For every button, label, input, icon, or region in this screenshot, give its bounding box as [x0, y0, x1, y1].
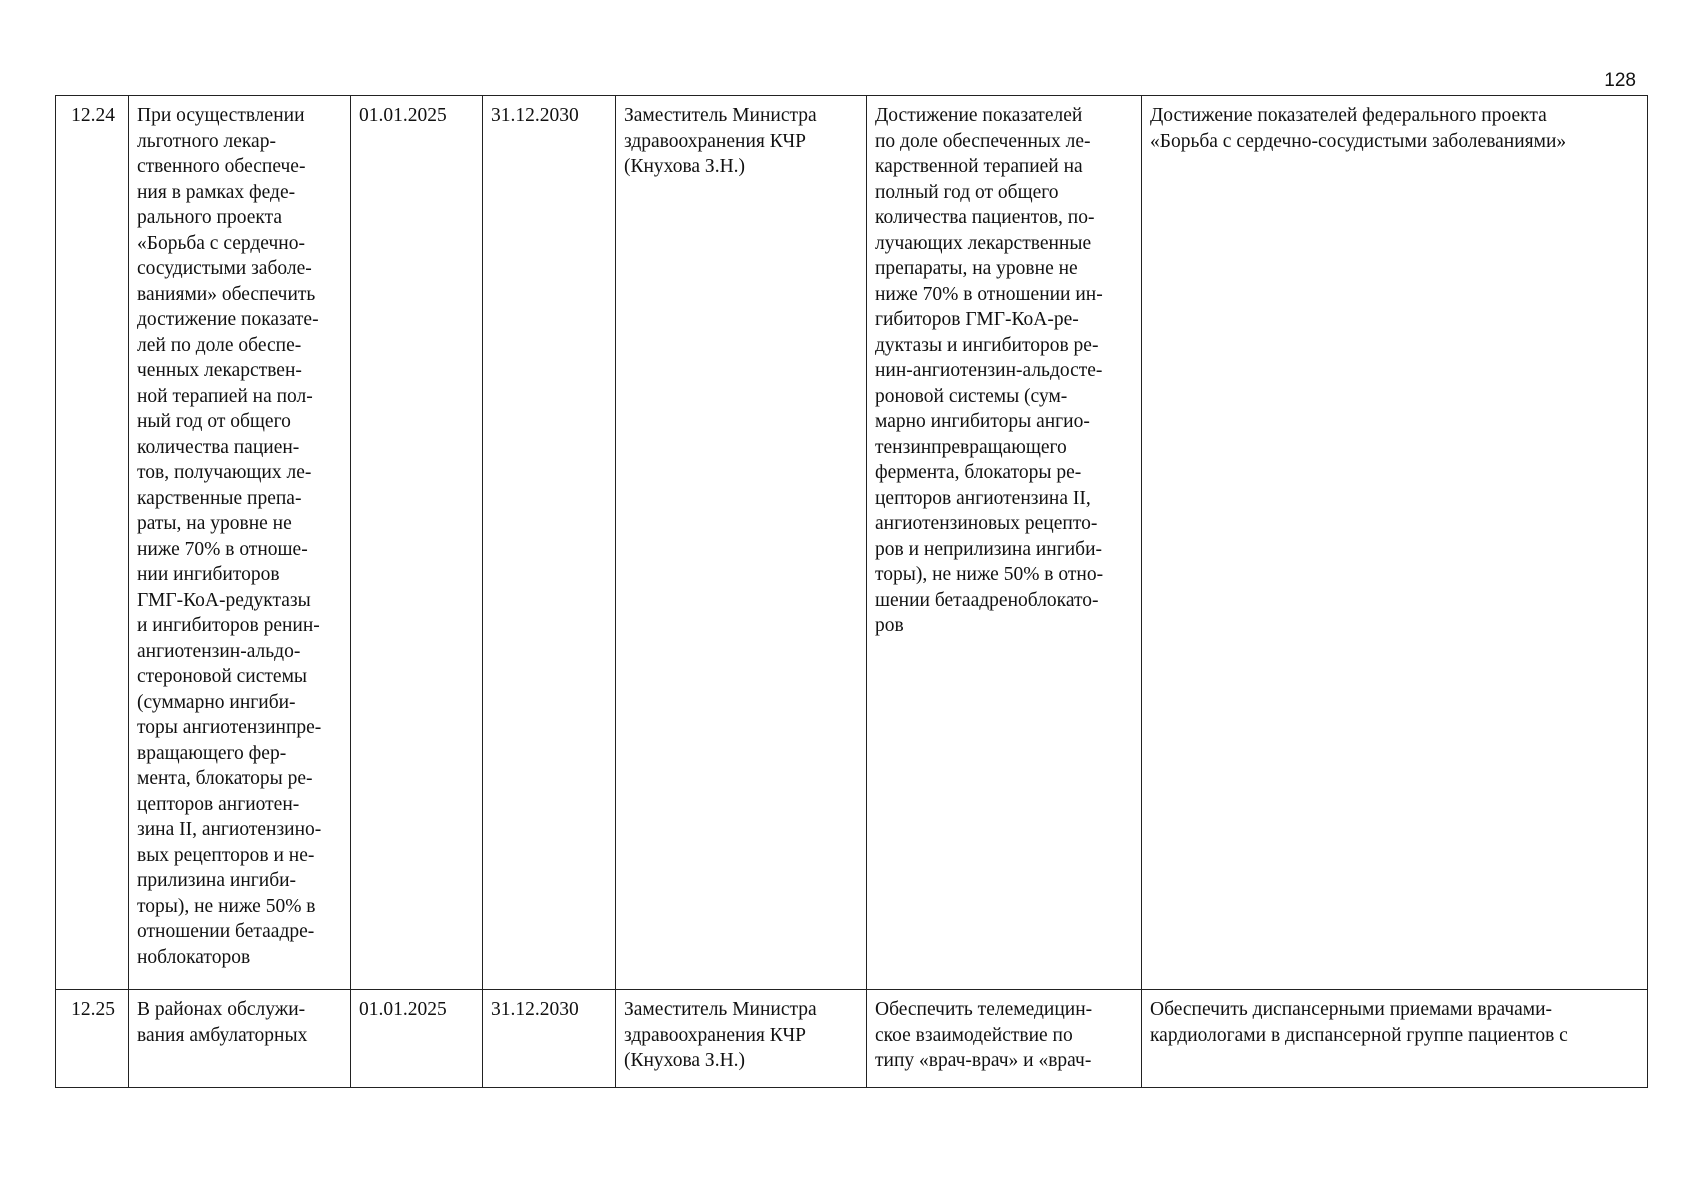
- indicator-text: Достижение показателей по доле обеспеченных ле- карственной терапией на полный год от общего количества пациентов, по- лучающих лекарственные препараты, на уровне не ниже 70% в отношении ин- гибиторов ГМГ-КоА-ре- дуктазы и ингибиторов ре- нин-ангиотензин-альдосте- роновой системы (сум- марно ингибиторы ангио- тензинпревращающего фермента, блокаторы ре- цепторов ангиотензина II, ангиотензиновых рецепто- ров и неприлизина ингиби- торы), не ниже 50% в отно- шении бетаадреноблокато- ров: [867, 96, 1142, 990]
- page-number: 128: [1604, 70, 1636, 91]
- action-plan-table: [55, 95, 1648, 1088]
- responsible-person: Заместитель Министра здравоохранения КЧР (Кнухова З.Н.): [616, 96, 867, 990]
- activity-text: В районах обслужи- вания амбулаторных: [129, 990, 351, 1088]
- responsible-person: Заместитель Министра здравоохранения КЧР (Кнухова З.Н.): [616, 990, 867, 1088]
- end-date: 31.12.2030: [483, 96, 616, 990]
- start-date: 01.01.2025: [351, 96, 483, 990]
- start-date: 01.01.2025: [351, 990, 483, 1088]
- table-row: [56, 96, 1648, 990]
- item-number: 12.24: [56, 96, 129, 990]
- end-date: 31.12.2030: [483, 990, 616, 1088]
- result-text: Достижение показателей федерального проекта «Борьба с сердечно-сосудистыми заболеваниями»: [1142, 96, 1648, 990]
- activity-text: При осуществлении льготного лекар- ственного обеспече- ния в рамках феде- рального проекта «Борьба с сердечно- сосудистыми заболе- ваниями» обеспечить достижение показате- лей по доле обеспе- ченных лекарствен- ной терапией на пол- ный год от общего количества пациен- тов, получающих ле- карственные препа- раты, на уровне не ниже 70% в отноше- нии ингибиторов ГМГ-КоА-редуктазы и ингибиторов ренин- ангиотензин-альдо- стероновой системы (суммарно ингиби- торы ангиотензинпре- вращающего фер- мента, блокаторы ре- цепторов ангиотен- зина II, ангиотензино- вых рецепторов и не- прилизина ингиби- торы), не ниже 50% в отношении бетаадре- ноблокаторов: [129, 96, 351, 990]
- item-number: 12.25: [56, 990, 129, 1088]
- table-row: [56, 990, 1648, 1088]
- result-text: Обеспечить диспансерными приемами врачами- кардиологами в диспансерной группе пациентов с: [1142, 990, 1648, 1088]
- indicator-text: Обеспечить телемедицин- ское взаимодействие по типу «врач-врач» и «врач-: [867, 990, 1142, 1088]
